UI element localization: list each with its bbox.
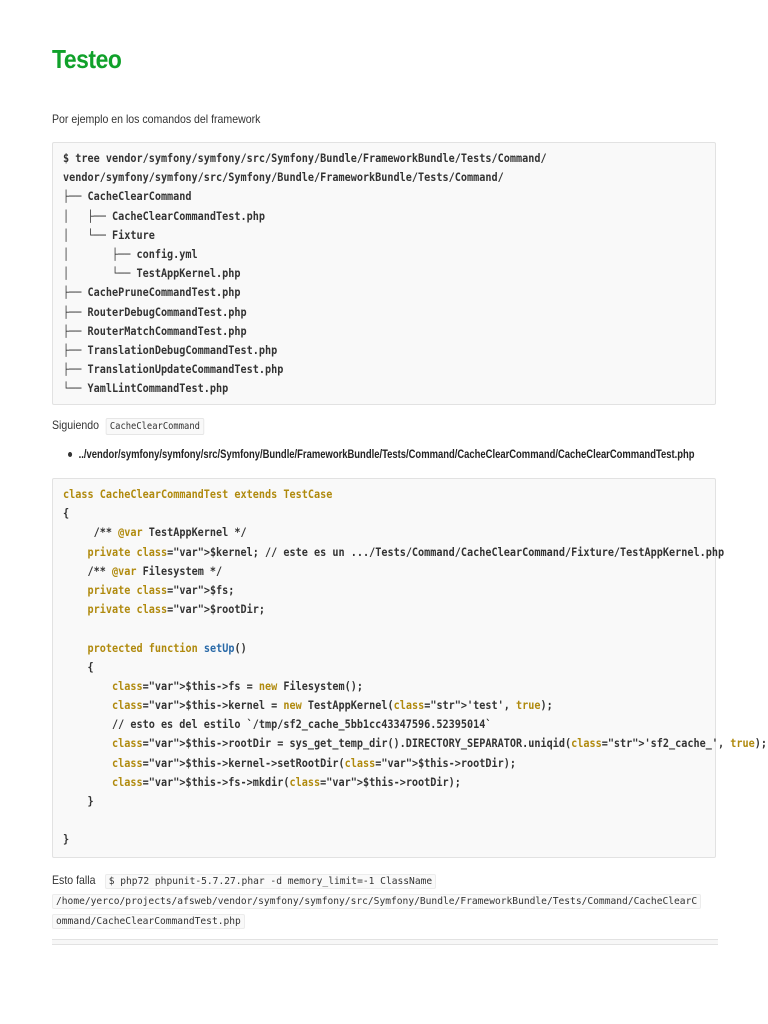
- falla-path: /home/yerco/projects/afsweb/vendor/symfony/symfony/src/Symfony/Bundle/FrameworkBundle/Tests/Command/CacheClearC: [52, 894, 701, 909]
- siguiendo-line: [52, 418, 204, 435]
- code-line: class="var">$this->fs = new Filesystem();: [111, 679, 363, 693]
- tree-line: ├── RouterMatchCommandTest.php: [63, 324, 247, 338]
- tree-line: │ ├── config.yml: [63, 247, 198, 261]
- tree-output-block: [52, 142, 716, 405]
- code-line: }: [63, 833, 70, 847]
- tree-line: ├── TranslationUpdateCommandTest.php: [63, 363, 284, 377]
- code-line: class="var">$this->fs->mkdir(class="var">$this->rootDir);: [111, 775, 461, 789]
- code-line: [63, 811, 650, 830]
- code-line: /** @var TestAppKernel */: [63, 526, 247, 540]
- bullet-dot-icon: [68, 452, 72, 457]
- code-line: protected function setUp(): [87, 641, 247, 655]
- falla-label: Esto falla: [52, 873, 96, 887]
- page-title: Testeo: [52, 44, 122, 74]
- tree-line: ├── TranslationDebugCommandTest.php: [63, 343, 278, 357]
- bullet-path: ../vendor/symfony/symfony/src/Symfony/Bundle/FrameworkBundle/Tests/Command/CacheClearCommand/CacheClearCommandTest.php: [78, 449, 695, 461]
- falla-path-cont: ommand/CacheClearCommandTest.php: [52, 914, 245, 929]
- code-line: private class="var">$rootDir;: [87, 603, 266, 617]
- code-line: }: [63, 795, 94, 808]
- code-line: [63, 619, 650, 638]
- tree-line: ├── CacheClearCommand: [63, 190, 192, 204]
- tree-line: │ └── TestAppKernel.php: [63, 267, 241, 281]
- code-line: private class="var">$kernel; // este es un .../Tests/Command/CacheClearCommand/Fixture/TestAppKernel.php: [87, 545, 725, 559]
- list-item: [68, 449, 695, 461]
- code-line: private class="var">$fs;: [87, 583, 235, 597]
- tree-line: $ tree vendor/symfony/symfony/src/Symfony/Bundle/FrameworkBundle/Tests/Command/: [63, 152, 547, 165]
- code-line: /** @var Filesystem */: [63, 564, 223, 578]
- code-line: {: [63, 507, 70, 521]
- siguiendo-label: Siguiendo: [52, 418, 99, 432]
- code-line: class="var">$this->kernel = new TestAppKernel(class="str">'test', true);: [111, 699, 553, 713]
- tree-line: ├── CachePruneCommandTest.php: [63, 286, 241, 300]
- tree-line: ├── RouterDebugCommandTest.php: [63, 305, 247, 319]
- tree-line: │ └── Fixture: [63, 228, 155, 242]
- intro-text: Por ejemplo en los comandos del framework: [52, 112, 261, 126]
- code-line: class="var">$this->kernel->setRootDir(class="var">$this->rootDir);: [111, 756, 517, 770]
- tree-line: │ ├── CacheClearCommandTest.php: [63, 209, 266, 223]
- tree-line: └── YamlLintCommandTest.php: [63, 382, 229, 396]
- siguiendo-code: CacheClearCommand: [105, 418, 204, 435]
- falla-paragraph: [52, 871, 718, 931]
- horizontal-divider: [52, 939, 718, 945]
- code-line: // esto es del estilo `/tmp/sf2_cache_5bb1cc43347596.52395014`: [63, 718, 492, 732]
- tree-line: vendor/symfony/symfony/src/Symfony/Bundle/FrameworkBundle/Tests/Command/: [63, 171, 504, 185]
- falla-command: $ php72 phpunit-5.7.27.phar -d memory_limit=-1 ClassName: [105, 874, 436, 889]
- php-code-block: [52, 478, 767, 858]
- code-line: class CacheClearCommandTest extends TestCase: [63, 488, 333, 501]
- code-line: class="var">$this->rootDir = sys_get_temp_dir().DIRECTORY_SEPARATOR.uniqid(class="str">'sf2_cache_', true);: [111, 737, 767, 751]
- code-line: {: [63, 660, 94, 674]
